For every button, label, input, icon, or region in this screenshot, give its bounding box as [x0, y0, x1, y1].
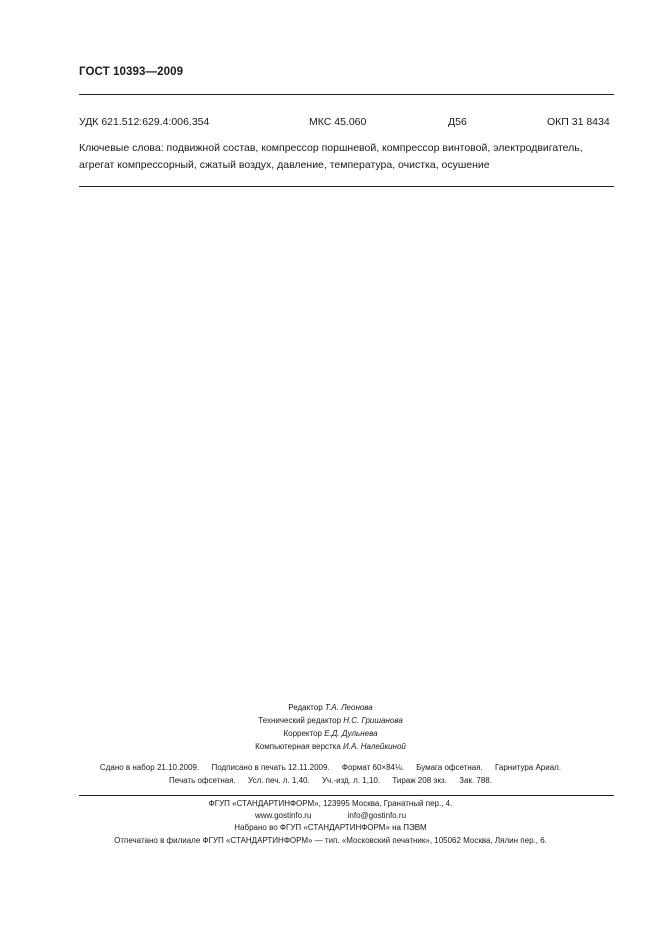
print-run: Тираж 208 экз. [392, 776, 447, 785]
keywords-divider [79, 186, 614, 187]
publication-sheets: Уч.-изд. л. 1,10. [321, 776, 381, 785]
typesetting-note: Набрано во ФГУП «СТАНДАРТИНФОРМ» на ПЭВМ [234, 823, 427, 832]
format: Формат 60×84⅛. [341, 763, 404, 772]
header-divider [79, 94, 614, 95]
email-link: info@gostinfo.ru [347, 811, 407, 820]
publisher-address: ФГУП «СТАНДАРТИНФОРМ», 123995 Москва, Гранатный пер., 4. [208, 799, 453, 808]
editor-label: Редактор [288, 703, 323, 712]
tech-editor-name: Н.С. Гришанова [343, 716, 403, 725]
typeface: Гарнитура Ариал. [495, 763, 562, 772]
editor-line [0, 703, 661, 712]
printed-sheets: Усл. печ. л. 1,40. [248, 776, 310, 785]
standard-title: ГОСТ 10393—2009 [79, 66, 184, 78]
okp-code: ОКП 31 8434 [547, 116, 610, 128]
editor-name: Т.А. Леонова [324, 703, 373, 712]
printing-method: Печать офсетная. [169, 776, 236, 785]
corrector-name: Е.Д. Дульнева [324, 729, 378, 738]
order-number: Зак. 788. [459, 776, 492, 785]
keywords-block [79, 140, 619, 174]
tech-editor-label: Технический редактор [258, 716, 342, 725]
publisher-contacts [0, 811, 661, 820]
keywords-line: агрегат компрессорный, сжатый воздух, давление, температура, очистка, осушение [79, 159, 490, 171]
mks-code: МКС 45.060 [309, 116, 367, 128]
keywords-line: Ключевые слова: подвижной состав, компрессор поршневой, компрессор винтовой, электродвигатель, [79, 142, 583, 154]
paper-type: Бумага офсетная. [416, 763, 483, 772]
layout-label: Компьютерная верстка [255, 742, 341, 751]
tech-editor-line [0, 716, 661, 725]
website-link: www.gostinfo.ru [254, 811, 312, 820]
corrector-line [0, 729, 661, 738]
group-code: Д56 [448, 116, 467, 128]
layout-line [0, 742, 661, 751]
udk-code: УДК 621.512:629.4:006.354 [79, 116, 210, 128]
layout-name: И.А. Налейкиной [343, 742, 406, 751]
submitted-date: Сдано в набор 21.10.2009. [99, 763, 200, 772]
printing-house-note: Отпечатано в филиале ФГУП «СТАНДАРТИНФОРМ» — тип. «Московский печатник», 105062 Москва, Лялин пер., 6. [114, 836, 547, 845]
print-details-line [0, 776, 661, 785]
print-details-line [0, 763, 661, 772]
corrector-label: Корректор [283, 729, 322, 738]
signed-date: Подписано в печать 12.11.2009. [211, 763, 330, 772]
publisher-divider [79, 795, 614, 796]
